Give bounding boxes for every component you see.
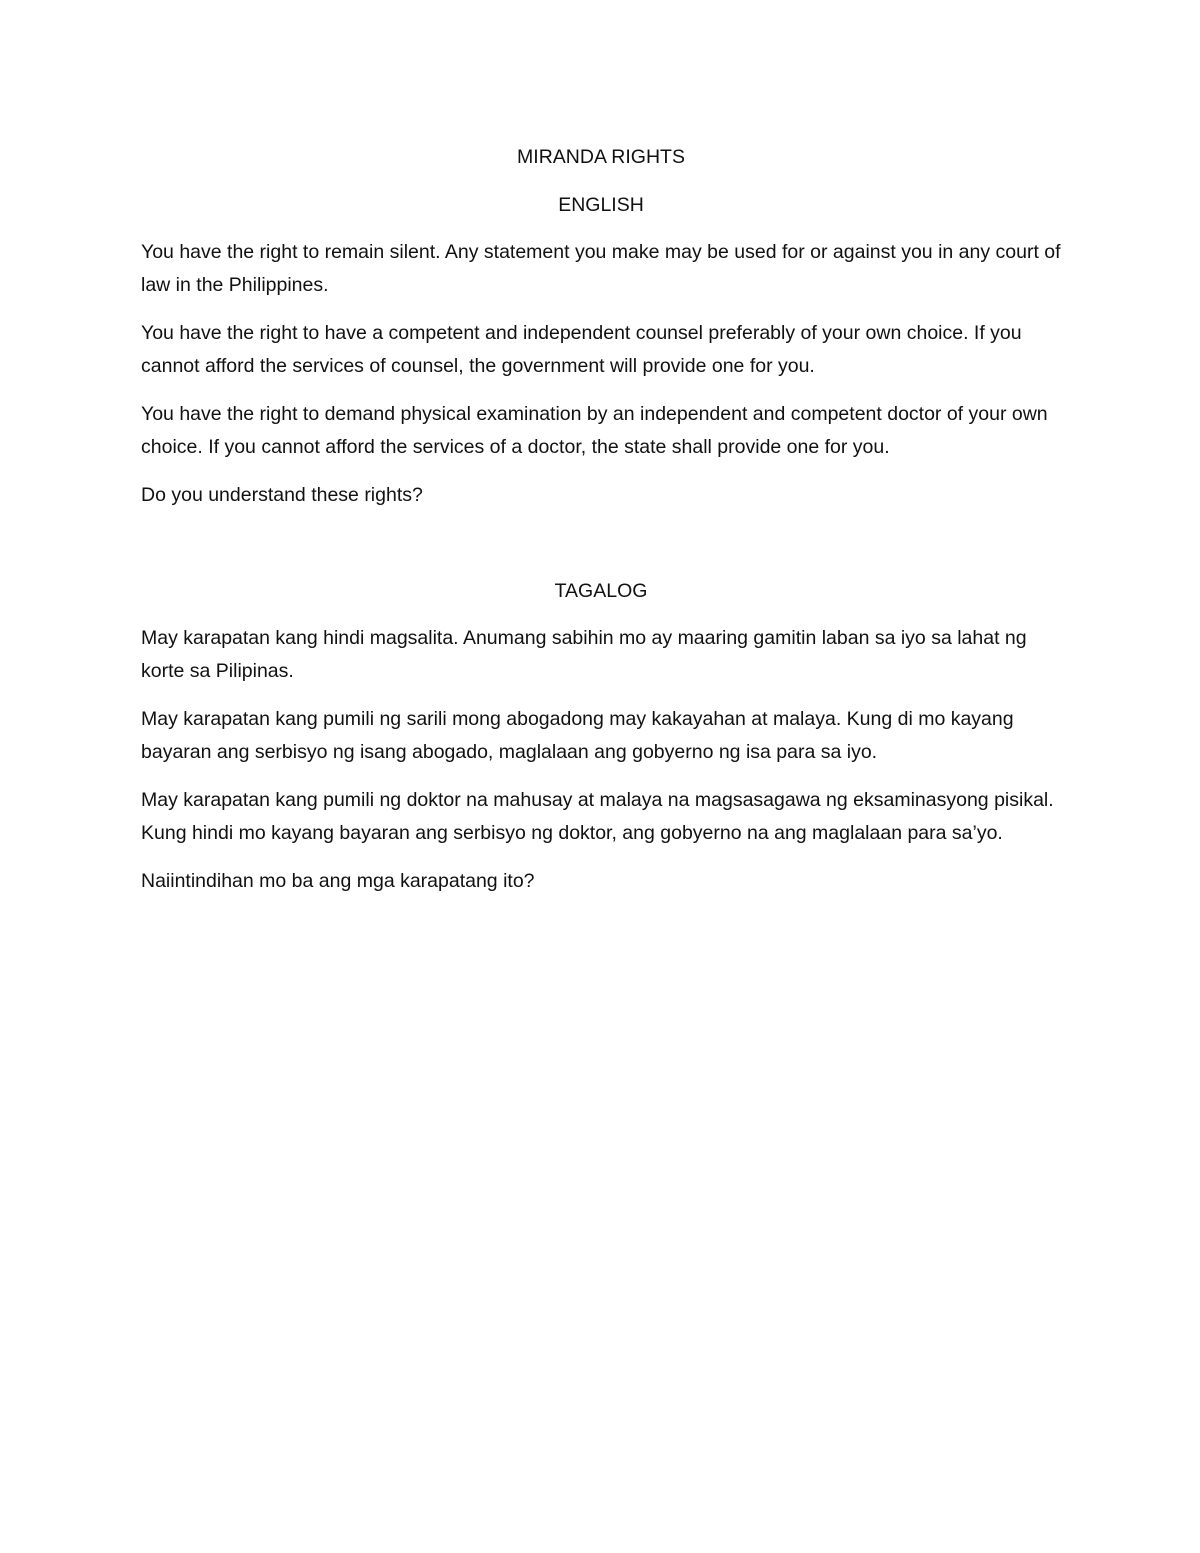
tagalog-paragraph-silence: May karapatan kang hindi magsalita. Anumang sabihin mo ay maaring gamitin laban sa iyo sa lahat ng korte sa Pilipinas.	[141, 627, 1027, 682]
tagalog-section	[141, 574, 1061, 898]
document-body	[141, 140, 1061, 913]
tagalog-paragraph-doctor: May karapatan kang pumili ng doktor na mahusay at malaya na magsasagawa ng eksaminasyong pisikal. Kung hindi mo kayang bayaran ang serbisyo ng doktor, ang gobyerno na ang maglalaan para sa’yo.	[141, 789, 1054, 844]
document-title: MIRANDA RIGHTS	[517, 146, 685, 168]
tagalog-heading: TAGALOG	[554, 580, 648, 602]
english-paragraph-silence: You have the right to remain silent. Any statement you make may be used for or against you in any court of law in the Philippines.	[141, 241, 1061, 296]
tagalog-paragraph-question: Naiintindihan mo ba ang mga karapatang ito?	[141, 870, 535, 892]
english-paragraph-doctor: You have the right to demand physical examination by an independent and competent doctor of your own choice. If you cannot afford the services of a doctor, the state shall provide one for you.	[141, 403, 1048, 458]
english-paragraph-counsel: You have the right to have a competent and independent counsel preferably of your own choice. If you cannot afford the services of counsel, the government will provide one for you.	[141, 322, 1022, 377]
english-paragraph-question: Do you understand these rights?	[141, 484, 423, 506]
english-section	[141, 188, 1061, 512]
tagalog-paragraph-counsel: May karapatan kang pumili ng sarili mong abogadong may kakayahan at malaya. Kung di mo kayang bayaran ang serbisyo ng isang abogado, maglalaan ang gobyerno ng isa para sa iyo.	[141, 708, 1014, 763]
english-heading: ENGLISH	[558, 194, 644, 216]
section-spacer	[141, 527, 1061, 574]
